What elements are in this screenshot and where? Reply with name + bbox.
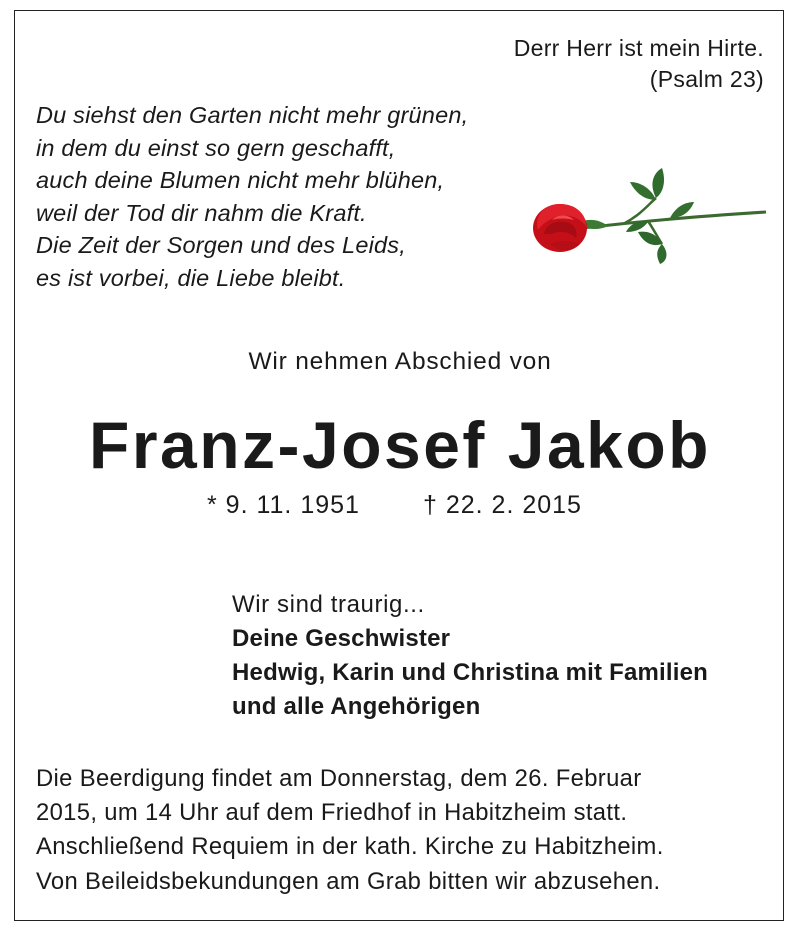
mourner-line: Deine Geschwister — [232, 625, 451, 652]
notice-line: Anschließend Requiem in der kath. Kirche zu Habitzheim. — [36, 833, 664, 861]
poem-line: weil der Tod dir nahm die Kraft. — [36, 199, 367, 226]
farewell-intro: Wir nehmen Abschied von — [248, 348, 552, 375]
mourner-line: und alle Angehörigen — [232, 693, 481, 720]
poem-line: Die Zeit der Sorgen und des Leids, — [36, 232, 406, 258]
poem — [36, 99, 468, 294]
notice-line: 2015, um 14 Uhr auf dem Friedhof in Habitzheim statt. — [36, 799, 628, 827]
psalm-quote — [514, 33, 764, 95]
death-date: † 22. 2. 2015 — [423, 491, 582, 519]
mourners — [232, 588, 708, 724]
notice-line: Die Beerdigung findet am Donnerstag, dem 26. Februar — [36, 765, 642, 792]
mourner-line: Hedwig, Karin und Christina mit Familien — [232, 659, 709, 686]
psalm-reference: (Psalm 23) — [649, 66, 764, 92]
psalm-text: Derr Herr ist mein Hirte. — [513, 35, 764, 61]
birth-date: * 9. 11. 1951 — [207, 491, 360, 519]
funeral-notice — [36, 762, 664, 899]
poem-line: es ist vorbei, die Liebe bleibt. — [36, 264, 346, 291]
red-rose-icon — [530, 160, 770, 265]
deceased-name: Franz-Josef Jakob — [89, 408, 711, 482]
notice-line: Von Beileidsbekundungen am Grab bitten wir abzusehen. — [36, 867, 661, 895]
poem-line: in dem du einst so gern geschafft, — [36, 134, 396, 161]
poem-line: auch deine Blumen nicht mehr blühen, — [36, 167, 445, 193]
mourning-line: Wir sind traurig... — [232, 591, 425, 618]
poem-line: Du siehst den Garten nicht mehr grünen, — [36, 102, 469, 128]
